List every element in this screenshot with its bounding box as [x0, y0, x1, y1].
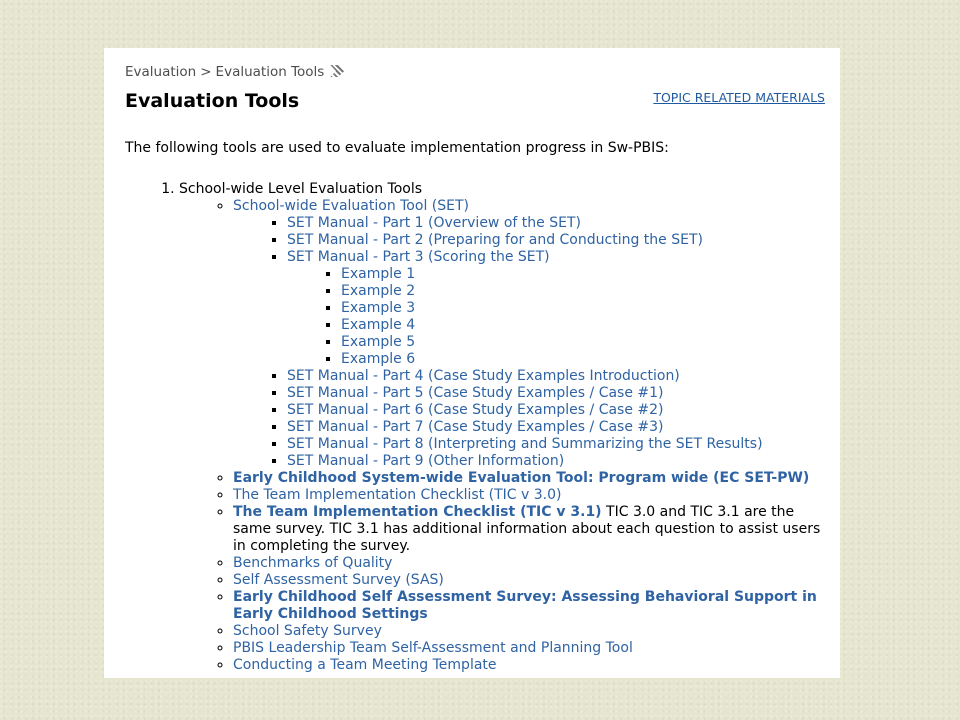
breadcrumb-separator: > [200, 64, 212, 80]
tool-item [233, 572, 825, 589]
list-item [341, 351, 825, 368]
page-title: Evaluation Tools [125, 90, 300, 112]
list-item [341, 266, 825, 283]
section-item [179, 181, 825, 674]
tool-link-tic-3-1[interactable]: The Team Implementation Checklist (TIC v 3.1) [233, 504, 602, 520]
list-item [287, 232, 825, 249]
example-3-link[interactable]: Example 3 [341, 300, 416, 316]
tool-item [233, 487, 825, 504]
tool-list [179, 198, 825, 674]
double-chevron-icon [330, 65, 344, 77]
list-item [341, 334, 825, 351]
topic-related-materials-link[interactable]: TOPIC RELATED MATERIALS [653, 90, 825, 105]
content-panel [104, 48, 840, 678]
list-item [287, 402, 825, 419]
example-2-link[interactable]: Example 2 [341, 283, 416, 299]
set-manual-part-9-link[interactable]: SET Manual - Part 9 (Other Information) [287, 453, 565, 469]
list-item [287, 436, 825, 453]
tool-link-school-safety-survey[interactable]: School Safety Survey [233, 623, 382, 639]
set-manual-part-6-link[interactable]: SET Manual - Part 6 (Case Study Examples / Case #2) [287, 402, 664, 418]
list-item [287, 385, 825, 402]
tool-item [233, 198, 825, 470]
tool-link-pbis-leadership-team[interactable]: PBIS Leadership Team Self-Assessment and Planning Tool [233, 640, 633, 656]
tool-link-benchmarks-of-quality[interactable]: Benchmarks of Quality [233, 555, 393, 571]
set-manual-part-8-link[interactable]: SET Manual - Part 8 (Interpreting and Summarizing the SET Results) [287, 436, 763, 452]
tool-link-tic-3-0[interactable]: The Team Implementation Checklist (TIC v 3.0) [233, 487, 562, 503]
list-item [287, 453, 825, 470]
intro-text: The following tools are used to evaluate implementation progress in Sw-PBIS: [125, 140, 669, 156]
example-1-link[interactable]: Example 1 [341, 266, 416, 282]
set-manual-part-3-link[interactable]: SET Manual - Part 3 (Scoring the SET) [287, 249, 550, 265]
section-title: School-wide Level Evaluation Tools [179, 181, 423, 197]
tool-link-sas[interactable]: Self Assessment Survey (SAS) [233, 572, 444, 588]
tool-item [233, 555, 825, 572]
tool-item [233, 504, 825, 555]
set-manual-part-4-link[interactable]: SET Manual - Part 4 (Case Study Examples Introduction) [287, 368, 680, 384]
example-6-link[interactable]: Example 6 [341, 351, 416, 367]
set-manual-part-7-link[interactable]: SET Manual - Part 7 (Case Study Examples / Case #3) [287, 419, 664, 435]
set-manual-list [233, 215, 825, 470]
breadcrumb-current: Evaluation Tools [215, 64, 325, 80]
tool-link-set[interactable]: School-wide Evaluation Tool (SET) [233, 198, 469, 214]
tool-item [233, 589, 825, 623]
example-5-link[interactable]: Example 5 [341, 334, 416, 350]
list-item [287, 215, 825, 232]
tool-item [233, 470, 825, 487]
breadcrumb-parent[interactable]: Evaluation [125, 64, 197, 80]
list-item [341, 317, 825, 334]
tool-item [233, 657, 825, 674]
breadcrumb [125, 64, 344, 80]
list-item [341, 283, 825, 300]
example-4-link[interactable]: Example 4 [341, 317, 416, 333]
tool-item [233, 623, 825, 640]
list-item [287, 368, 825, 385]
example-list [287, 266, 825, 368]
tool-item [233, 640, 825, 657]
tool-link-ec-self-assessment-survey[interactable]: Early Childhood Self Assessment Survey: Assessing Behavioral Support in Early Childhood Settings [233, 589, 817, 622]
tools-list [125, 181, 825, 674]
list-item [287, 419, 825, 436]
tool-link-ec-set-pw[interactable]: Early Childhood System-wide Evaluation Tool: Program wide (EC SET-PW) [233, 470, 810, 486]
list-item [341, 300, 825, 317]
set-manual-part-1-link[interactable]: SET Manual - Part 1 (Overview of the SET) [287, 215, 581, 231]
set-manual-part-2-link[interactable]: SET Manual - Part 2 (Preparing for and Conducting the SET) [287, 232, 703, 248]
set-manual-part-5-link[interactable]: SET Manual - Part 5 (Case Study Examples / Case #1) [287, 385, 664, 401]
tic-3-1-description: TIC 3.0 and TIC 3.1 are the same survey. TIC 3.1 has additional information about each question to assist users in completing the survey. [233, 504, 821, 554]
list-item [287, 249, 825, 368]
section-list [125, 181, 825, 674]
tool-link-team-meeting-template[interactable]: Conducting a Team Meeting Template [233, 657, 497, 673]
